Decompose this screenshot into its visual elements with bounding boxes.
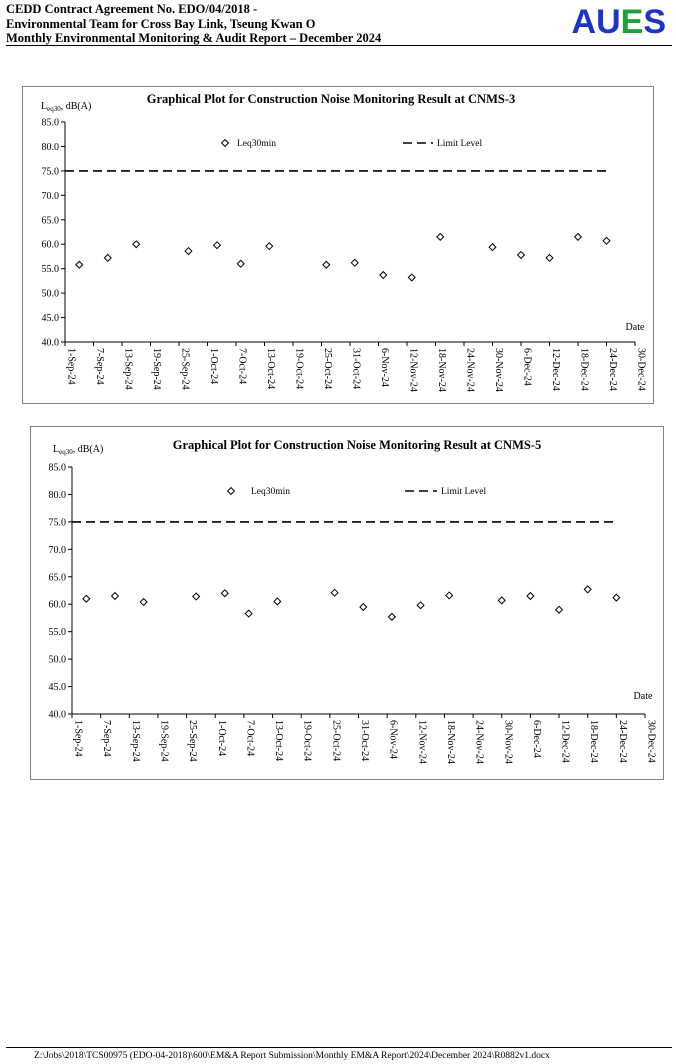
- data-point-leq30min: [185, 248, 192, 255]
- x-tick-label: 19-Sep-24: [151, 348, 162, 390]
- y-tick-label: 65.0: [41, 215, 59, 227]
- legend-label-limit-level: Limit Level: [441, 487, 487, 497]
- x-tick-label: 19-Oct-24: [301, 720, 313, 762]
- x-tick-label: 7-Sep-24: [101, 720, 113, 757]
- data-point-leq30min: [83, 595, 90, 602]
- y-axis-label: [41, 101, 91, 113]
- y-tick-label: 55.0: [48, 627, 66, 639]
- x-tick-label: 19-Sep-24: [158, 720, 170, 762]
- footer-divider: [6, 1047, 672, 1048]
- x-tick-label: 6-Dec-24: [530, 720, 542, 758]
- y-tick-label: 60.0: [48, 599, 66, 611]
- data-point-leq30min: [214, 242, 221, 249]
- x-tick-label: 1-Oct-24: [208, 348, 219, 385]
- y-tick-label: 75.0: [48, 517, 66, 529]
- x-tick-label: 12-Dec-24: [559, 720, 571, 763]
- x-tick-label: 7-Oct-24: [244, 720, 256, 757]
- x-tick-label: 1-Oct-24: [215, 720, 227, 757]
- x-tick-label: 18-Dec-24: [588, 720, 600, 763]
- x-tick-label: 13-Sep-24: [129, 720, 141, 762]
- x-tick-label: 7-Oct-24: [236, 348, 248, 385]
- data-point-leq30min: [237, 260, 244, 267]
- legend-label-leq30min: Leq30min: [251, 487, 291, 497]
- y-tick-label: 60.0: [41, 239, 59, 251]
- x-tick-label: 6-Nov-24: [379, 348, 390, 387]
- y-tick-label: 40.0: [48, 709, 66, 721]
- legend-label-limit-level: Limit Level: [437, 139, 483, 149]
- chart-title: Graphical Plot for Construction Noise Monitoring Result at CNMS-3: [146, 92, 516, 106]
- header-contract-line: CEDD Contract Agreement No. EDO/04/2018 -: [6, 2, 258, 16]
- y-tick-label: 50.0: [48, 654, 66, 666]
- data-point-leq30min: [112, 593, 119, 600]
- data-point-leq30min: [266, 243, 273, 250]
- data-point-leq30min: [274, 598, 281, 605]
- y-tick-label: 85.0: [48, 462, 66, 474]
- data-point-leq30min: [133, 241, 140, 248]
- data-point-leq30min: [221, 590, 228, 597]
- y-tick-label: 80.0: [41, 141, 59, 153]
- y-axis-label-unit: , dB(A): [72, 444, 104, 455]
- data-point-leq30min: [380, 272, 387, 279]
- x-tick-label: 30-Dec-24: [645, 720, 657, 763]
- data-point-leq30min: [613, 594, 620, 601]
- y-axis-label-main: L: [41, 101, 48, 112]
- x-tick-label: 18-Nov-24: [444, 720, 456, 764]
- x-tick-label: 30-Dec-24: [635, 348, 647, 391]
- data-point-leq30min: [417, 602, 424, 609]
- report-header: [6, 2, 670, 46]
- data-point-leq30min: [360, 604, 367, 611]
- data-point-leq30min: [575, 233, 582, 240]
- logo-letter-e: E: [620, 3, 644, 41]
- x-axis-label: Date: [625, 322, 645, 333]
- legend-label-leq30min: Leq30min: [237, 139, 277, 149]
- y-tick-label: 45.0: [48, 682, 66, 694]
- x-tick-label: 6-Dec-24: [521, 348, 533, 386]
- chart-cnms-5: [30, 426, 664, 780]
- y-axis-label-main: L: [53, 444, 60, 455]
- x-tick-label: 31-Oct-24: [359, 720, 370, 762]
- y-tick-label: 70.0: [48, 544, 66, 556]
- y-tick-label: 50.0: [41, 288, 59, 300]
- chart-title: Graphical Plot for Construction Noise Monitoring Result at CNMS-5: [172, 438, 542, 452]
- data-point-leq30min: [193, 593, 200, 600]
- chart-cnms-5-svg: [31, 427, 663, 779]
- x-axis-label: Date: [633, 691, 653, 702]
- x-tick-label: 24-Nov-24: [464, 348, 476, 392]
- header-divider: [6, 45, 672, 46]
- data-point-leq30min: [331, 589, 338, 596]
- data-point-leq30min: [546, 255, 553, 262]
- x-tick-label: 1-Sep-24: [72, 720, 84, 757]
- y-tick-label: 75.0: [41, 166, 59, 178]
- x-tick-label: 19-Oct-24: [293, 348, 305, 390]
- x-tick-label: 13-Oct-24: [273, 720, 285, 762]
- data-point-leq30min: [603, 237, 610, 244]
- y-tick-label: 80.0: [48, 489, 66, 501]
- y-axis-label-sub: eq30: [47, 105, 61, 113]
- x-tick-label: 25-Oct-24: [322, 348, 333, 390]
- header-team-line: Environmental Team for Cross Bay Link, Tseung Kwan O: [6, 16, 316, 31]
- y-axis-label: [53, 444, 103, 456]
- y-tick-label: 85.0: [41, 117, 59, 129]
- data-point-leq30min: [351, 259, 358, 266]
- x-tick-label: 1-Sep-24: [65, 348, 77, 385]
- chart-cnms-3-svg: [23, 87, 653, 403]
- legend-marker-leq30min: [228, 488, 235, 495]
- x-tick-label: 13-Sep-24: [122, 348, 134, 390]
- x-tick-label: 24-Dec-24: [616, 720, 628, 763]
- y-tick-label: 45.0: [41, 313, 59, 325]
- data-point-leq30min: [76, 261, 83, 268]
- y-axis-label-unit: , dB(A): [60, 101, 92, 112]
- data-point-leq30min: [518, 252, 525, 259]
- data-point-leq30min: [556, 606, 563, 613]
- data-point-leq30min: [323, 261, 330, 268]
- y-tick-label: 55.0: [41, 264, 59, 276]
- data-point-leq30min: [104, 255, 111, 262]
- x-tick-label: 24-Nov-24: [473, 720, 485, 764]
- x-tick-label: 12-Dec-24: [550, 348, 561, 391]
- x-tick-label: 6-Nov-24: [387, 720, 399, 759]
- legend-marker-leq30min: [222, 140, 229, 147]
- y-tick-label: 70.0: [41, 190, 59, 202]
- aues-logo: [572, 2, 667, 42]
- data-point-leq30min: [584, 586, 591, 593]
- y-tick-label: 40.0: [41, 337, 59, 349]
- x-tick-label: 30-Nov-24: [502, 720, 514, 764]
- x-tick-label: 7-Sep-24: [94, 348, 105, 385]
- x-tick-label: 12-Nov-24: [407, 348, 419, 392]
- y-axis-label-sub: eq30: [59, 448, 73, 456]
- data-point-leq30min: [437, 233, 444, 240]
- x-tick-label: 18-Nov-24: [436, 348, 447, 392]
- data-point-leq30min: [245, 610, 252, 617]
- logo-letter-a: A: [571, 3, 597, 41]
- x-tick-label: 18-Dec-24: [578, 348, 590, 391]
- chart-cnms-3: [22, 86, 654, 404]
- data-point-leq30min: [498, 597, 505, 604]
- x-tick-label: 30-Nov-24: [493, 348, 504, 392]
- data-point-leq30min: [527, 593, 534, 600]
- data-point-leq30min: [140, 599, 147, 606]
- header-report-line: Monthly Environmental Monitoring & Audit Report – December 2024: [6, 31, 382, 45]
- data-point-leq30min: [389, 613, 396, 620]
- y-tick-label: 65.0: [48, 572, 66, 584]
- footer-file-path: Z:\Jobs\2018\TCS00975 (EDO-04-2018)\600\EM&A Report Submission\Monthly EM&A Report\2024\December 2024\R0882v1.docx: [34, 1051, 550, 1061]
- data-point-leq30min: [446, 592, 453, 599]
- x-tick-label: 25-Sep-24: [179, 348, 191, 390]
- x-tick-label: 31-Oct-24: [350, 348, 362, 390]
- logo-letter-u: U: [596, 3, 621, 41]
- x-tick-label: 13-Oct-24: [265, 348, 276, 390]
- x-tick-label: 12-Nov-24: [416, 720, 428, 764]
- data-point-leq30min: [408, 274, 415, 281]
- data-point-leq30min: [489, 244, 496, 251]
- logo-letter-s: S: [643, 3, 666, 41]
- x-tick-label: 25-Oct-24: [330, 720, 342, 762]
- x-tick-label: 24-Dec-24: [607, 348, 618, 391]
- x-tick-label: 25-Sep-24: [187, 720, 199, 762]
